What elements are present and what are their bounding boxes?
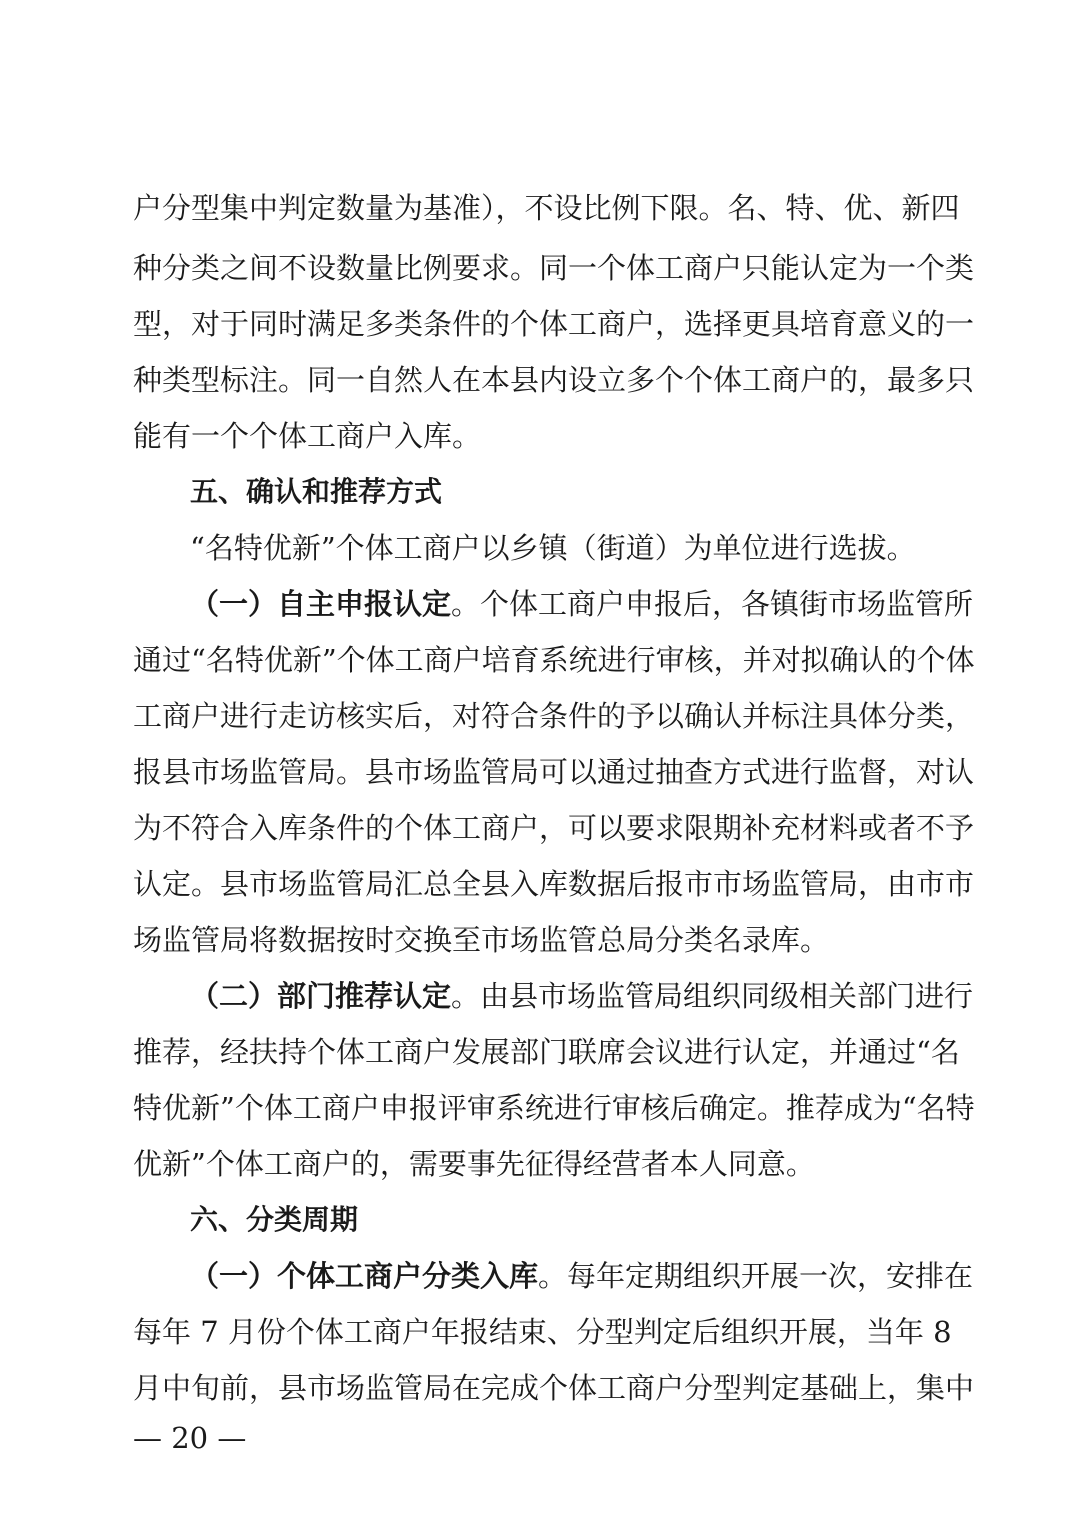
section-heading-5: 五、确认和推荐方式 [190,475,443,508]
paragraph-text: 。每年定期组织开展一次，安排在 [538,1259,974,1293]
paragraph-line: 报县市场监管局。县市场监管局可以通过抽查方式进行监督，对认 [133,755,975,789]
subsection-label: （一）自主申报认定 [190,587,452,621]
paragraph-line: 通过“名特优新”个体工商户培育系统进行审核，并对拟确认的个体 [133,643,975,677]
page-number: — 20 — [133,1421,247,1455]
paragraph-line: 特优新”个体工商户申报评审系统进行审核后确定。推荐成为“名特 [133,1091,975,1125]
paragraph-line [190,1258,974,1294]
paragraph-line: 月中旬前，县市场监管局在完成个体工商户分型判定基础上，集中 [133,1371,975,1405]
paragraph-line: 种分类之间不设数量比例要求。同一个体工商户只能认定为一个类 [133,251,975,285]
paragraph-line: 场监管局将数据按时交换至市场监管总局分类名录库。 [133,923,830,957]
paragraph-line [190,978,974,1014]
paragraph-line: 工商户进行走访核实后，对符合条件的予以确认并标注具体分类， [133,699,975,733]
paragraph-text: 。个体工商户申报后，各镇街市场监管所 [451,587,974,621]
paragraph-line: 认定。县市场监管局汇总全县入库数据后报市市场监管局，由市市 [133,867,975,901]
subsection-label: （二）部门推荐认定 [190,979,452,1013]
paragraph-line: 型，对于同时满足多类条件的个体工商户，选择更具培育意义的一 [133,307,975,341]
paragraph-line: 优新”个体工商户的，需要事先征得经营者本人同意。 [133,1147,815,1181]
paragraph-text: 。由县市场监管局组织同级相关部门进行 [451,979,974,1013]
paragraph-line: 每年 7 月份个体工商户年报结束、分型判定后组织开展，当年 8 [133,1315,952,1349]
paragraph-line: 户分型集中判定数量为基准），不设比例下限。名、特、优、新四 [133,191,960,225]
paragraph-line: “名特优新”个体工商户以乡镇（街道）为单位进行选拔。 [190,531,916,565]
paragraph-line: 能有一个个体工商户入库。 [133,419,482,453]
paragraph-line: 推荐，经扶持个体工商户发展部门联席会议进行认定，并通过“名 [133,1035,960,1069]
paragraph-line: 为不符合入库条件的个体工商户，可以要求限期补充材料或者不予 [133,811,975,845]
subsection-label: （一）个体工商户分类入库 [190,1259,539,1293]
paragraph-line: 种类型标注。同一自然人在本县内设立多个个体工商户的，最多只 [133,363,975,397]
paragraph-line [190,586,974,622]
section-heading-6: 六、分类周期 [190,1203,359,1236]
